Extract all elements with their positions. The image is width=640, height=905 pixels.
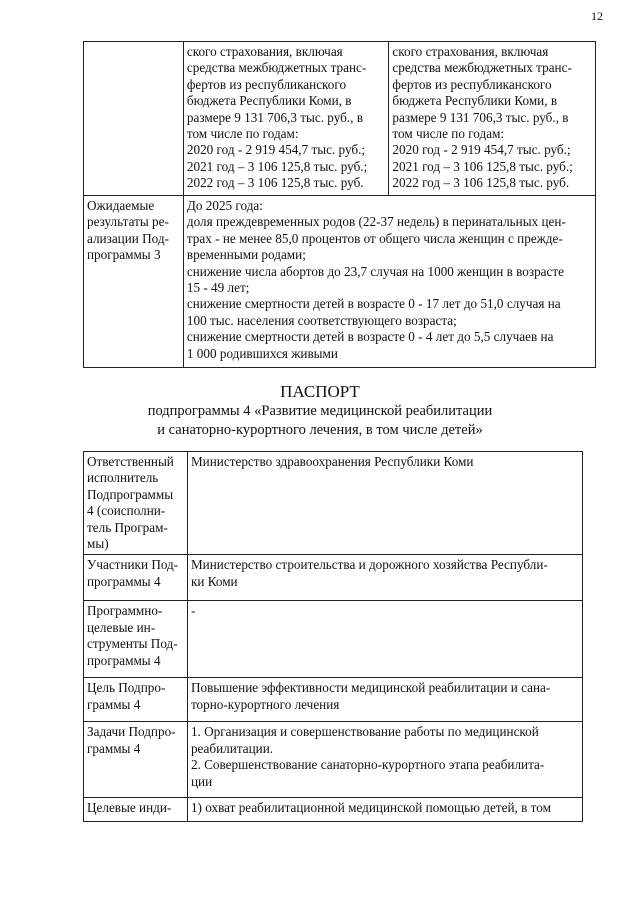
passport-heading (0, 382, 640, 440)
program-tools-label: Программно- целевые ин- струменты Под- программы 4 (84, 601, 188, 678)
target-indicators-value: 1) охват реабилитационной медицинской помощью детей, в том (187, 798, 582, 822)
table-row (84, 452, 583, 555)
table-row (84, 722, 583, 798)
table-row (84, 601, 583, 678)
responsible-executor-value: Министерство здравоохранения Республики Коми (187, 452, 582, 555)
table-row (84, 678, 583, 722)
expected-results-content: До 2025 года: доля преждевременных родов (22-37 недель) в перинатальных цен- трах - не менее 85,0 процентов от общего числа женщин с прежде- временными родами; снижение числа абортов до 23,7 случая на 1000 женщин в возрасте 15 - 49 лет; снижение смертности детей в возрасте 0 - 17 лет до 51,0 случая на 100 тыс. населения соответствующего возраста; снижение смертности детей в возрасте 0 - 4 лет до 5,5 случаев на 1 000 родившихся живыми (183, 196, 595, 368)
responsible-executor-label: Ответственный исполнитель Подпрограммы 4 (соисполни- тель Програм- мы) (84, 452, 188, 555)
tasks-label: Задачи Подпро- граммы 4 (84, 722, 188, 798)
passport-subtitle-line-2: и санаторно-курортного лечения, в том числе детей» (157, 422, 483, 438)
tasks-value: 1. Организация и совершенствование работы по медицинской реабилитации. 2. Совершенствование санаторно-курортного этапа реабилита- ции (187, 722, 582, 798)
table-row (84, 555, 583, 601)
goal-label: Цель Подпро- граммы 4 (84, 678, 188, 722)
table-row (84, 798, 583, 822)
passport-subtitle-line-1: подпрограммы 4 «Развитие медицинской реабилитации (147, 403, 493, 419)
passport-title: ПАСПОРТ (280, 382, 360, 401)
top-table-empty-cell (84, 42, 184, 196)
top-table-funding-cell-b: ского страхования, включая средства межбюджетных транс- фертов из республиканского бюджета Республики Коми, в размере 9 131 706,3 тыс. руб., в том числе по годам: 2020 год - 2 919 454,7 тыс. руб.; 2021 год – 3 106 125,8 тыс. руб.; 2022 год – 3 106 125,8 тыс. руб. (389, 42, 596, 196)
page-number: 12 (591, 9, 603, 23)
expected-results-label: Ожидаемые результаты ре- ализации Под- программы 3 (84, 196, 184, 368)
participants-value: Министерство строительства и дорожного хозяйства Республи- ки Коми (187, 555, 582, 601)
top-table (83, 41, 596, 368)
target-indicators-label: Целевые инди- (84, 798, 188, 822)
goal-value: Повышение эффективности медицинской реабилитации и сана- торно-курортного лечения (187, 678, 582, 722)
participants-label: Участники Под- программы 4 (84, 555, 188, 601)
program-tools-value: - (187, 601, 582, 678)
passport-table (83, 451, 583, 822)
top-table-funding-cell-a: ского страхования, включая средства межбюджетных транс- фертов из республиканского бюджета Республики Коми, в размере 9 131 706,3 тыс. руб., в том числе по годам: 2020 год - 2 919 454,7 тыс. руб.; 2021 год – 3 106 125,8 тыс. руб.; 2022 год – 3 106 125,8 тыс. руб. (183, 42, 389, 196)
